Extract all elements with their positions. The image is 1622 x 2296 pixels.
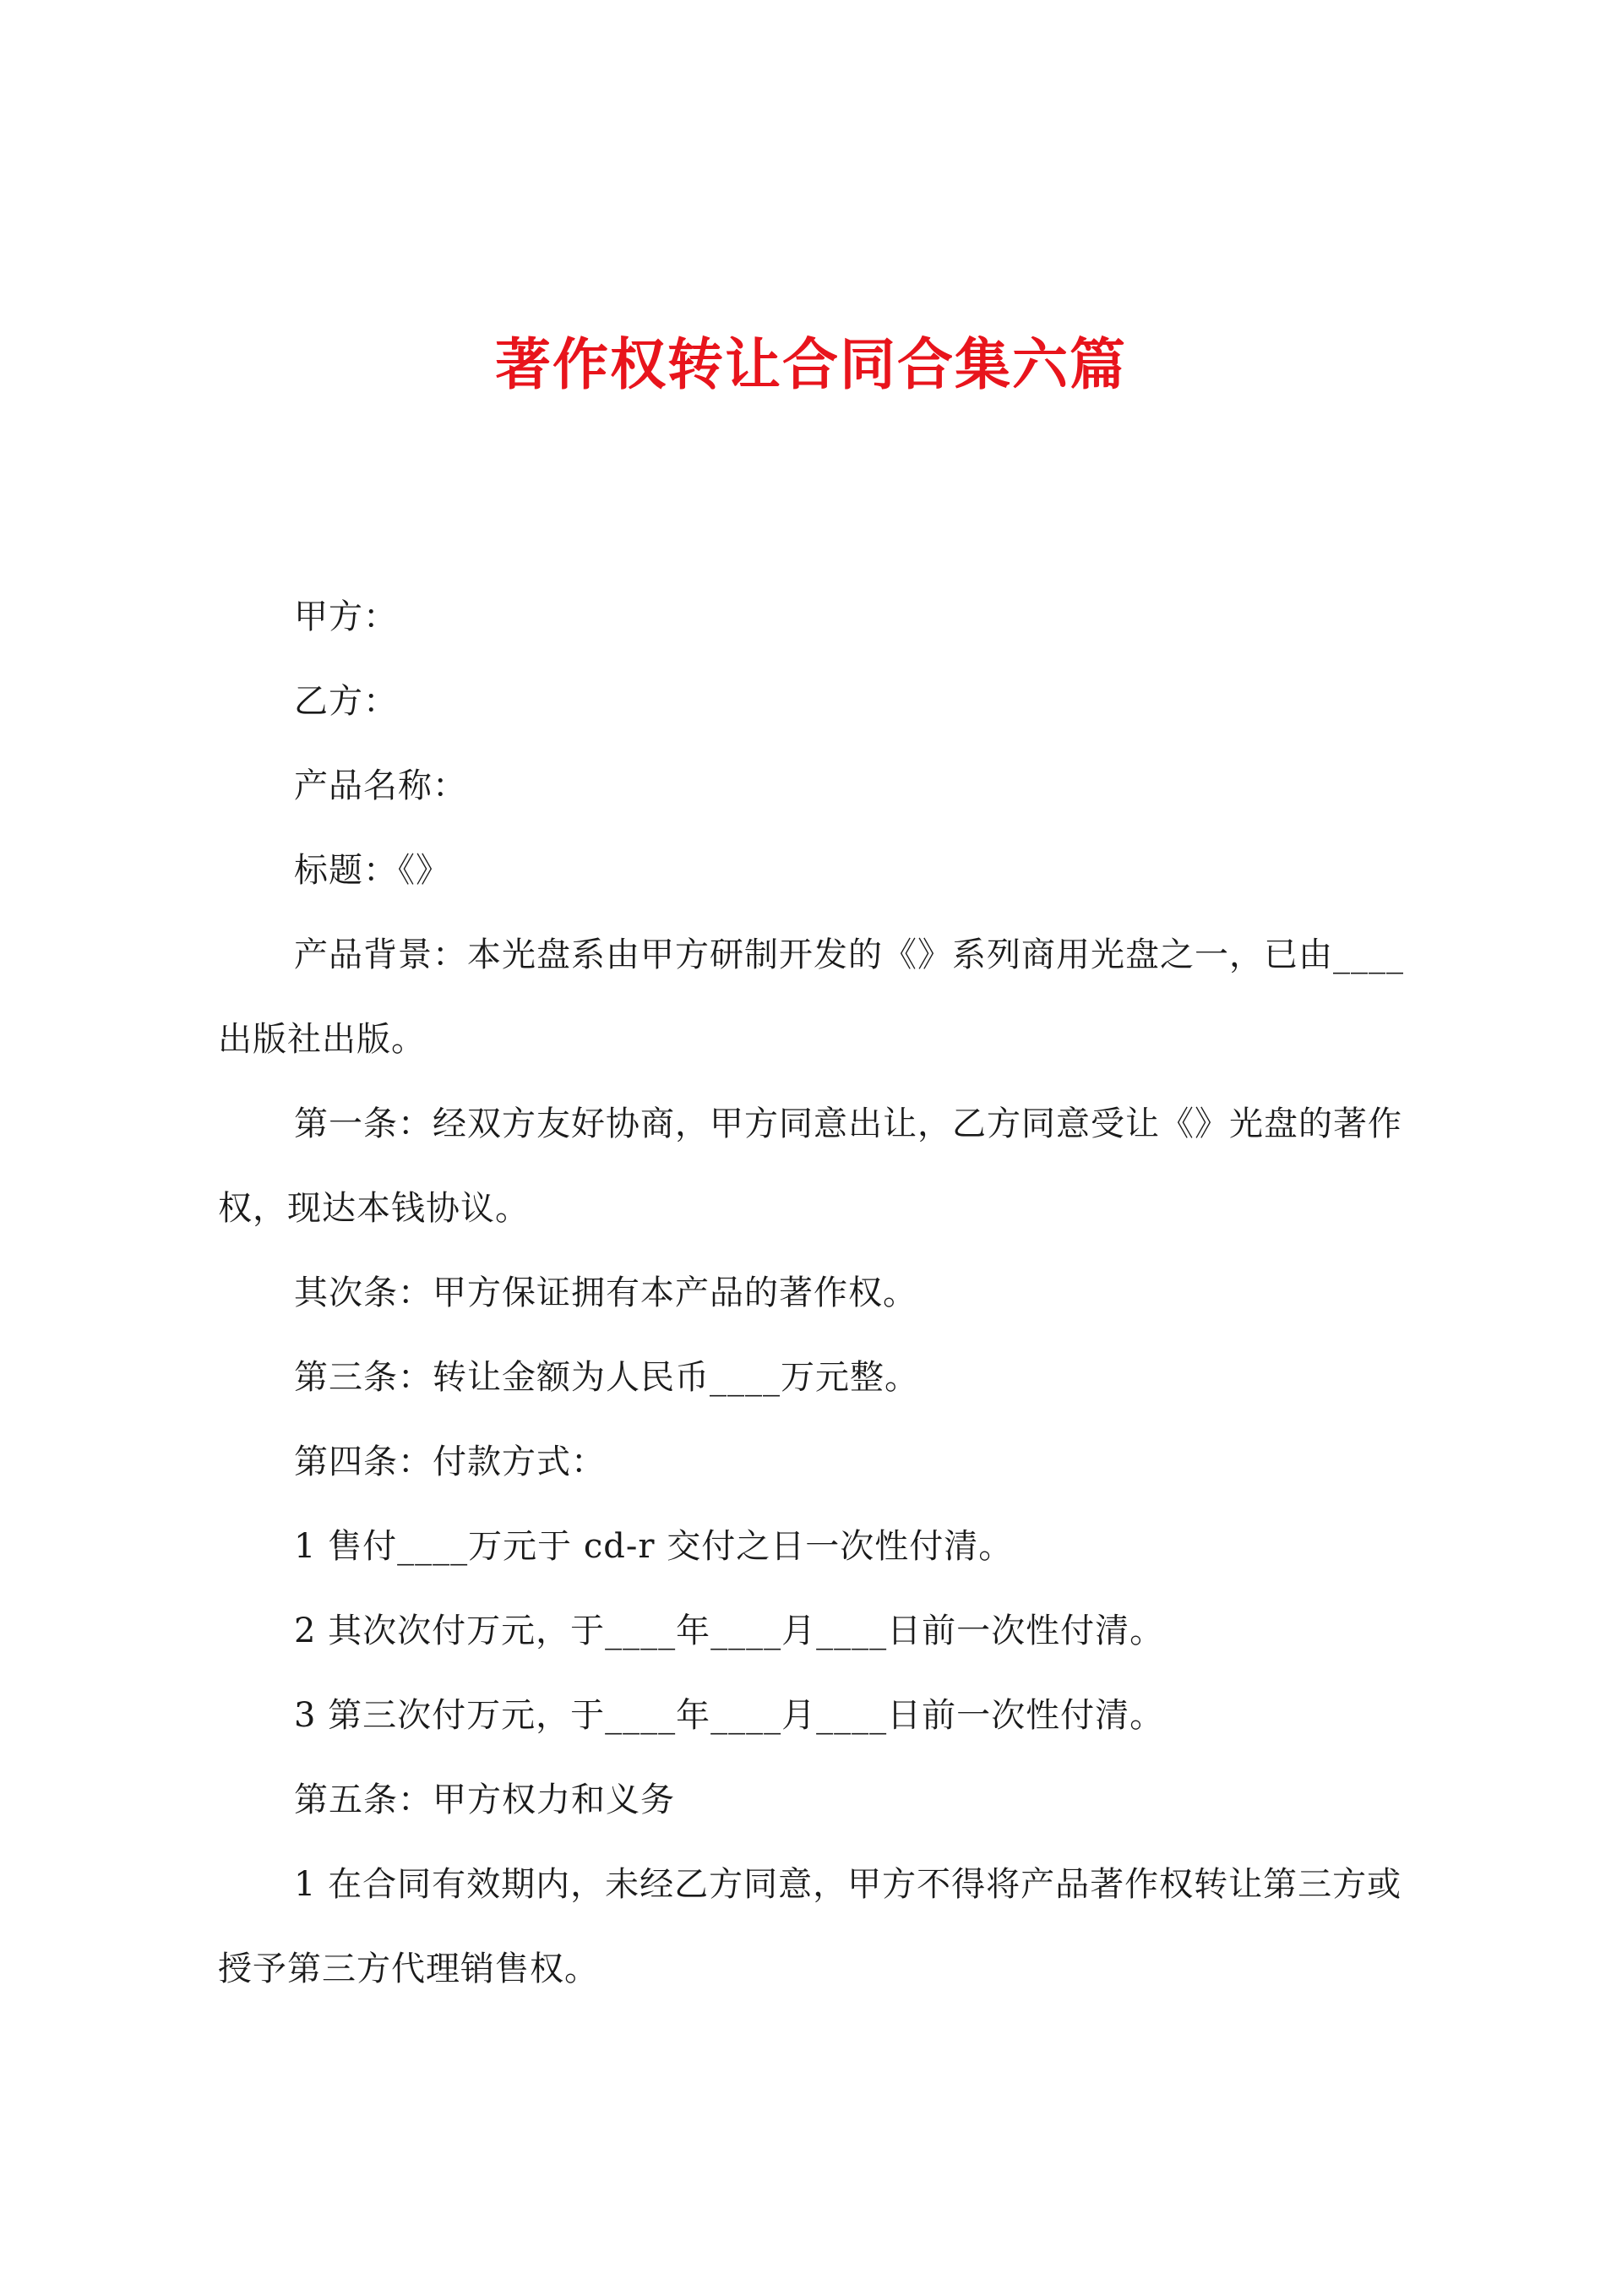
paragraph-article-5-item-1: 1 在合同有效期内，未经乙方同意，甲方不得将产品著作权转让第三方或授予第三方代理销售权。 [218,1865,1402,1988]
paragraph-payment-2: 2 其次次付万元，于____年____月____日前一次性付清。 [294,1612,1165,1650]
document-body [218,575,1418,2011]
paragraph-product-background: 产品背景：本光盘系由甲方研制开发的《》系列商用光盘之一，已由____出版社出版。 [218,935,1404,1059]
paragraph-product-name: 产品名称： [294,766,467,805]
paragraph-article-3: 第三条：转让金额为人民币____万元整。 [294,1358,919,1397]
paragraph-payment-3: 3 第三次付万元，于____年____月____日前一次性付清。 [294,1696,1165,1735]
paragraph-payment-1: 1 售付____万元于 cd-r 交付之日一次性付清。 [294,1527,1014,1566]
paragraph-article-4: 第四条：付款方式： [294,1442,606,1481]
document-title: 著作权转让合同合集六篇 [495,331,1127,397]
paragraph-article-2: 其次条：甲方保证拥有本产品的著作权。 [294,1273,917,1312]
paragraph-article-5: 第五条：甲方权力和义务 [294,1781,675,1819]
paragraph-party-b: 乙方： [294,682,398,721]
paragraph-party-a: 甲方： [294,597,398,636]
paragraph-title: 标题：《》 [294,851,450,890]
paragraph-article-1: 第一条：经双方友好协商，甲方同意出让，乙方同意受让《》光盘的著作权，现达本钱协议。 [218,1104,1402,1228]
